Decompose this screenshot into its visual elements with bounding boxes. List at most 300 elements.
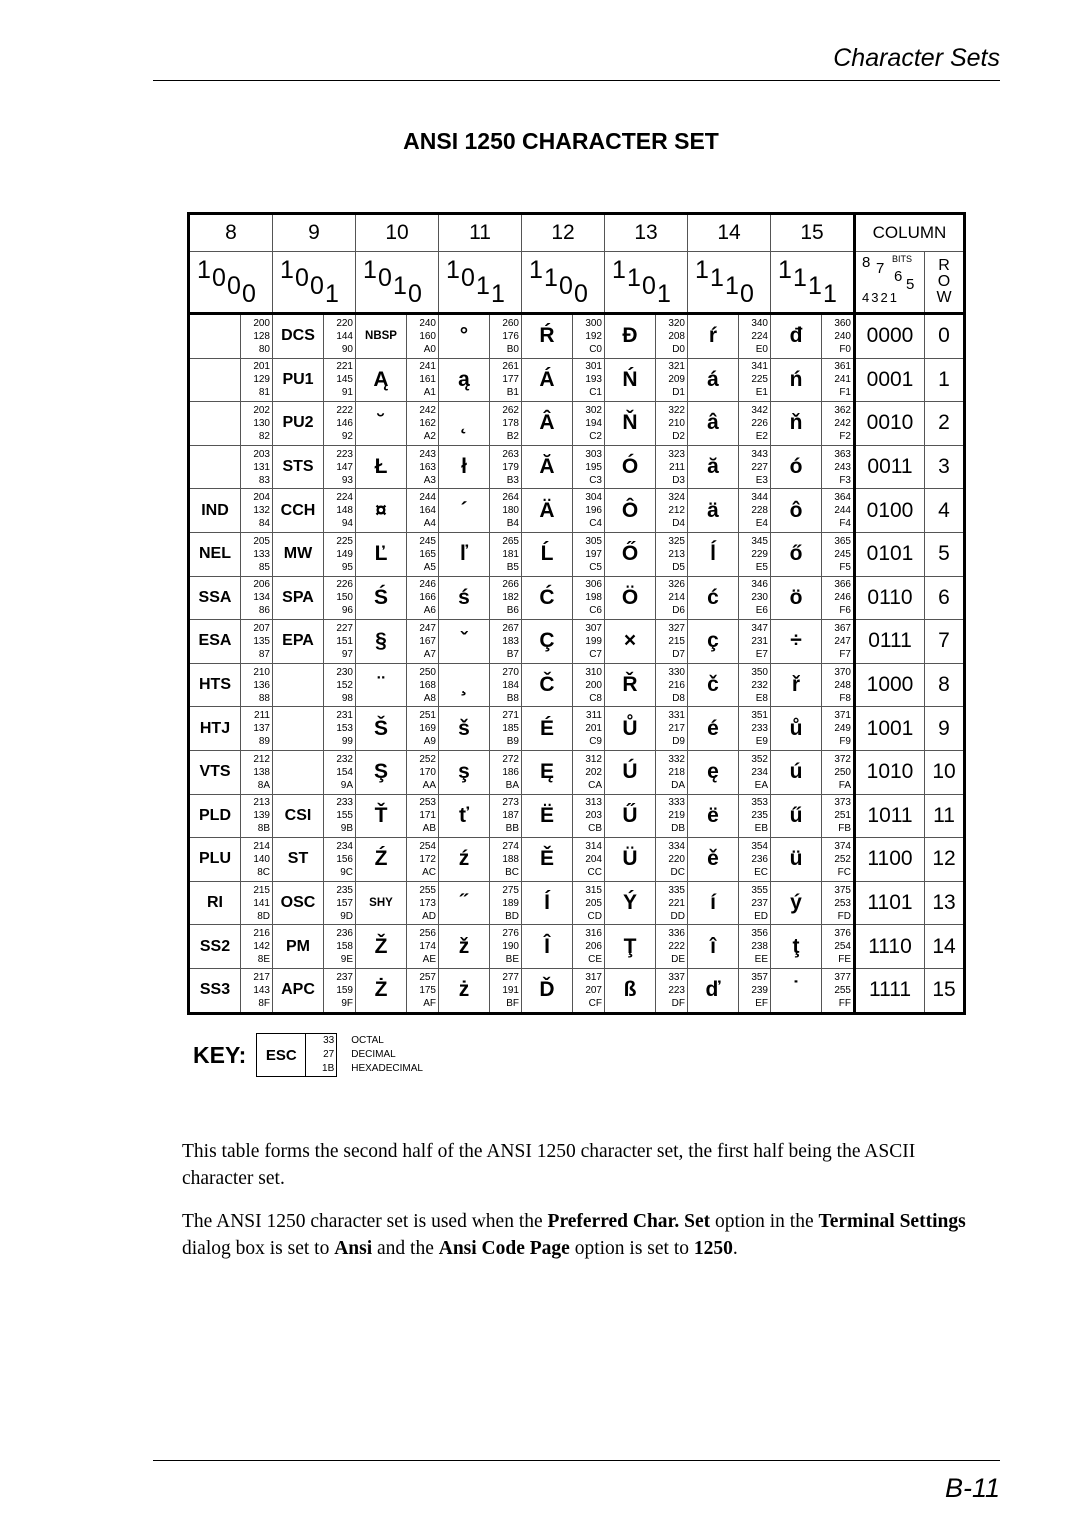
octal-code: 205 (253, 535, 270, 547)
character-cell: ó (771, 445, 822, 489)
octal-code: 214 (253, 840, 270, 852)
octal-code: 277 (502, 971, 519, 983)
character-cell: Ą (356, 358, 407, 402)
octal-code: 204 (253, 492, 270, 504)
decimal-code: 190 (502, 941, 519, 953)
octal-code: 303 (585, 448, 602, 460)
bit: 1 (544, 264, 558, 292)
hex-code: E6 (755, 605, 768, 617)
code-cell (822, 663, 855, 707)
code-cell (822, 838, 855, 882)
octal-code: 263 (502, 448, 519, 460)
hex-code: A6 (423, 605, 436, 617)
decimal-code: 230 (751, 592, 768, 604)
code-cell (407, 358, 439, 402)
decimal-code: 227 (751, 461, 768, 473)
code-cell (656, 532, 688, 576)
octal-code: 331 (668, 710, 685, 722)
column-number: 15 (771, 214, 855, 252)
octal-code: 347 (751, 622, 768, 634)
character-cell: PU1 (273, 358, 324, 402)
octal-code: 255 (419, 884, 436, 896)
character-cell: NBSP (356, 314, 407, 359)
decimal-code: 205 (585, 897, 602, 909)
code-cell (822, 925, 855, 969)
character-cell: ¨ (356, 663, 407, 707)
table-row (189, 489, 965, 533)
hex-code: 87 (258, 648, 270, 660)
text: option is set to (569, 1238, 694, 1259)
hex-code: BE (505, 954, 519, 966)
hex-code: 81 (258, 387, 270, 399)
hex-code: A8 (423, 692, 436, 704)
paragraph-1: This table forms the second half of the ANSI 1250 character set, the first half being the ASCII character set. (182, 1141, 916, 1189)
hex-code: A1 (423, 387, 436, 399)
decimal-code: 231 (751, 635, 768, 647)
decimal-code: 188 (502, 853, 519, 865)
octal-code: 232 (336, 753, 353, 765)
code-cell (573, 838, 605, 882)
bits-pattern (610, 254, 682, 310)
decimal-code: 154 (336, 766, 353, 778)
code-cell (324, 532, 356, 576)
code-cell (656, 925, 688, 969)
character-cell: ý (771, 881, 822, 925)
code-cell (573, 314, 605, 359)
code-cell (822, 532, 855, 576)
code-cell (407, 402, 439, 446)
hex-code: B4 (506, 518, 519, 530)
character-cell: ĺ (688, 532, 739, 576)
hex-code: CE (588, 954, 602, 966)
code-cell (407, 925, 439, 969)
hex-code: 8F (258, 997, 270, 1009)
octal-code: 202 (253, 404, 270, 416)
bit: 1 (325, 280, 339, 308)
hex-code: AF (423, 997, 436, 1009)
character-cell: ô (771, 489, 822, 533)
octal-code: 330 (668, 666, 685, 678)
octal-code: 210 (253, 666, 270, 678)
decimal-code: 223 (668, 984, 685, 996)
hex-code: A7 (423, 648, 436, 660)
decimal-code: 136 (253, 679, 270, 691)
bit: 1 (363, 256, 377, 284)
hex-code: FA (838, 779, 851, 791)
code-cell (822, 358, 855, 402)
decimal-code: 255 (834, 984, 851, 996)
key-label: KEY: (193, 1041, 247, 1068)
octal-code: 217 (253, 971, 270, 983)
decimal-code: 221 (668, 897, 685, 909)
row-bits: 1100 (855, 838, 925, 882)
octal-code: 201 (253, 361, 270, 373)
decimal-code: 182 (502, 592, 519, 604)
code-cell (739, 750, 771, 794)
code-cell (490, 314, 522, 359)
code-cell (739, 925, 771, 969)
character-cell: ű (771, 794, 822, 838)
bit: 1 (808, 272, 822, 300)
code-cell (822, 576, 855, 620)
hex-code: D9 (672, 736, 685, 748)
octal-code: 311 (586, 710, 602, 722)
character-cell: ˝ (439, 881, 490, 925)
octal-code: 370 (834, 666, 851, 678)
table-row (189, 663, 965, 707)
bit-number: 5 (906, 276, 915, 293)
paragraph-2 (182, 1208, 982, 1262)
code-cell (490, 794, 522, 838)
decimal-code: 161 (419, 374, 436, 386)
key-example-cell (256, 1033, 337, 1077)
decimal-code: 201 (585, 723, 602, 735)
header-rule (153, 80, 1000, 81)
character-cell: STS (273, 445, 324, 489)
decimal-code: 229 (751, 548, 768, 560)
hex-code: B6 (506, 605, 519, 617)
character-cell (189, 445, 241, 489)
decimal-code: 220 (668, 853, 685, 865)
column-bits (605, 252, 688, 314)
decimal-code: 145 (336, 374, 353, 386)
character-cell: ˙ (771, 968, 822, 1013)
octal-code: 247 (419, 622, 436, 634)
decimal-code: 172 (419, 853, 436, 865)
table-row (189, 620, 965, 664)
hex-code: C6 (589, 605, 602, 617)
character-cell: Ř (605, 663, 656, 707)
row-bits: 1000 (855, 663, 925, 707)
code-cell (324, 707, 356, 751)
octal-code: 356 (751, 928, 768, 940)
octal-code: 256 (419, 928, 436, 940)
code-cell (241, 445, 273, 489)
character-cell: ú (771, 750, 822, 794)
code-cell (241, 925, 273, 969)
decimal-code: 248 (834, 679, 851, 691)
table-row (189, 925, 965, 969)
decimal-code: 177 (502, 374, 519, 386)
decimal-code: 189 (502, 897, 519, 909)
key-decimal-label: DECIMAL (351, 1049, 396, 1060)
character-cell: Ć (522, 576, 573, 620)
character-cell: Š (356, 707, 407, 751)
hex-code: F2 (839, 430, 851, 442)
code-cell (490, 968, 522, 1013)
hex-code: 89 (258, 736, 270, 748)
octal-code: 320 (668, 317, 685, 329)
octal-code: 334 (668, 840, 685, 852)
bits-pattern (776, 254, 848, 310)
hex-code: F9 (839, 736, 851, 748)
decimal-code: 148 (336, 505, 353, 517)
octal-code: 327 (668, 622, 685, 634)
code-cell (573, 663, 605, 707)
code-cell (739, 489, 771, 533)
hex-code: B3 (506, 474, 519, 486)
character-cell: ˇ (439, 620, 490, 664)
character-cell: SPA (273, 576, 324, 620)
octal-code: 352 (751, 753, 768, 765)
hex-code: DC (670, 866, 685, 878)
hex-code: F8 (839, 692, 851, 704)
character-cell: PLU (189, 838, 241, 882)
decimal-code: 246 (834, 592, 851, 604)
character-cell: Ž (356, 925, 407, 969)
character-cell: × (605, 620, 656, 664)
row-bits: 0001 (855, 358, 925, 402)
row-bits: 1011 (855, 794, 925, 838)
hex-code: BA (505, 779, 519, 791)
character-cell: ź (439, 838, 490, 882)
key-octal-label: OCTAL (351, 1035, 384, 1046)
table-row (189, 968, 965, 1013)
character-cell: ć (688, 576, 739, 620)
hex-code: 9C (340, 866, 353, 878)
code-cell (822, 707, 855, 751)
hex-code: E3 (755, 474, 768, 486)
option-name: Ansi Code Page (438, 1238, 570, 1259)
octal-code: 236 (336, 928, 353, 940)
character-cell: Ľ (356, 532, 407, 576)
decimal-code: 163 (419, 461, 436, 473)
code-cell (407, 445, 439, 489)
bit: 0 (642, 272, 656, 300)
decimal-code: 232 (751, 679, 768, 691)
decimal-code: 197 (585, 548, 602, 560)
decimal-code: 162 (419, 417, 436, 429)
character-cell: PU2 (273, 402, 324, 446)
hex-code: 9B (340, 823, 353, 835)
hex-code: EB (754, 823, 768, 835)
octal-code: 354 (751, 840, 768, 852)
decimal-code: 143 (253, 984, 270, 996)
code-cell (324, 750, 356, 794)
decimal-code: 191 (502, 984, 519, 996)
decimal-code: 178 (502, 417, 519, 429)
hex-code: 94 (341, 518, 353, 530)
character-cell: Ö (605, 576, 656, 620)
code-cell (324, 925, 356, 969)
code-cell (739, 707, 771, 751)
character-cell: RI (189, 881, 241, 925)
code-cell (324, 663, 356, 707)
code-cell (739, 968, 771, 1013)
character-cell: SS2 (189, 925, 241, 969)
octal-code: 322 (668, 404, 685, 416)
text: The ANSI 1250 character set is used when the (182, 1211, 548, 1232)
decimal-code: 168 (419, 679, 436, 691)
octal-code: 317 (585, 971, 602, 983)
character-cell: ë (688, 794, 739, 838)
decimal-code: 173 (419, 897, 436, 909)
decimal-code: 141 (253, 897, 270, 909)
octal-code: 353 (751, 797, 768, 809)
decimal-code: 244 (834, 505, 851, 517)
octal-code: 323 (668, 448, 685, 460)
decimal-code: 235 (751, 810, 768, 822)
hex-code: C8 (589, 692, 602, 704)
decimal-code: 241 (834, 374, 851, 386)
octal-code: 305 (585, 535, 602, 547)
column-number: 11 (439, 214, 522, 252)
octal-code: 207 (253, 622, 270, 634)
character-cell: đ (771, 314, 822, 359)
code-cell (656, 707, 688, 751)
character-cell: Ň (605, 402, 656, 446)
octal-code: 326 (668, 579, 685, 591)
hex-code: 83 (258, 474, 270, 486)
bit: 0 (242, 280, 256, 308)
code-cell (739, 620, 771, 664)
hex-code: C7 (589, 648, 602, 660)
code-cell (573, 750, 605, 794)
bit: 1 (446, 256, 460, 284)
character-cell: ß (605, 968, 656, 1013)
character-cell: SS3 (189, 968, 241, 1013)
column-bits (522, 252, 605, 314)
decimal-code: 176 (502, 330, 519, 342)
text: dialog box is set to (182, 1238, 335, 1259)
bit: 0 (408, 280, 422, 308)
character-cell: HTJ (189, 707, 241, 751)
hex-code: AA (422, 779, 436, 791)
decimal-code: 194 (585, 417, 602, 429)
row-number: 6 (925, 576, 965, 620)
code-cell (490, 925, 522, 969)
character-cell: Ó (605, 445, 656, 489)
code-cell (490, 576, 522, 620)
code-cell (490, 838, 522, 882)
code-cell (573, 968, 605, 1013)
hex-code: E1 (755, 387, 768, 399)
character-cell: Ł (356, 445, 407, 489)
row-label (925, 252, 965, 314)
code-cell (241, 968, 273, 1013)
octal-code: 360 (834, 317, 851, 329)
character-cell: â (688, 402, 739, 446)
code-cell (407, 532, 439, 576)
character-cell: ň (771, 402, 822, 446)
decimal-code: 153 (336, 723, 353, 735)
code-cell (656, 445, 688, 489)
decimal-code: 175 (419, 984, 436, 996)
octal-code: 363 (834, 448, 851, 460)
row-number: 15 (925, 968, 965, 1013)
hex-code: 9F (341, 997, 353, 1009)
code-cell (490, 750, 522, 794)
table-row (189, 532, 965, 576)
octal-code: 306 (585, 579, 602, 591)
character-cell: Ő (605, 532, 656, 576)
hex-code: E0 (755, 343, 768, 355)
decimal-code: 169 (419, 723, 436, 735)
character-cell: Á (522, 358, 573, 402)
hex-code: C4 (589, 518, 602, 530)
bit: 0 (378, 264, 392, 292)
decimal-code: 240 (834, 330, 851, 342)
octal-code: 221 (336, 361, 353, 373)
octal-code: 315 (585, 884, 602, 896)
octal-code: 250 (419, 666, 436, 678)
row-number: 0 (925, 314, 965, 359)
octal-code: 342 (751, 404, 768, 416)
bit: 1 (612, 256, 626, 284)
decimal-code: 214 (668, 592, 685, 604)
decimal-code: 150 (336, 592, 353, 604)
hex-code: D0 (672, 343, 685, 355)
bit: 1 (793, 264, 807, 292)
decimal-code: 137 (253, 723, 270, 735)
hex-code: D5 (672, 561, 685, 573)
hex-code: B9 (506, 736, 519, 748)
decimal-code: 224 (751, 330, 768, 342)
octal-code: 325 (668, 535, 685, 547)
hex-code: AB (422, 823, 436, 835)
character-cell: Ä (522, 489, 573, 533)
character-cell: ¸ (439, 663, 490, 707)
hex-code: C5 (589, 561, 602, 573)
hex-code: A3 (423, 474, 436, 486)
decimal-code: 209 (668, 374, 685, 386)
hex-code: 86 (258, 605, 270, 617)
hex-code: E2 (755, 430, 768, 442)
character-cell: Ë (522, 794, 573, 838)
code-cell (656, 314, 688, 359)
page-title: ANSI 1250 CHARACTER SET (403, 128, 719, 154)
code-cell (573, 794, 605, 838)
hex-code: FC (837, 866, 851, 878)
bit: 0 (212, 264, 226, 292)
column-number: 9 (273, 214, 356, 252)
character-cell: ľ (439, 532, 490, 576)
octal-code: 333 (668, 797, 685, 809)
bits-pattern (361, 254, 433, 310)
code-cell (739, 881, 771, 925)
octal-code: 245 (419, 535, 436, 547)
octal-code: 373 (834, 797, 851, 809)
octal-code: 276 (502, 928, 519, 940)
code-cell (241, 489, 273, 533)
code-cell (241, 620, 273, 664)
decimal-code: 216 (668, 679, 685, 691)
octal-code: 244 (419, 492, 436, 504)
decimal-code: 187 (502, 810, 519, 822)
decimal-code: 233 (751, 723, 768, 735)
hex-code: EF (755, 997, 768, 1009)
decimal-code: 138 (253, 766, 270, 778)
code-cell (739, 314, 771, 359)
octal-code: 302 (585, 404, 602, 416)
code-cell (822, 402, 855, 446)
character-cell: Ś (356, 576, 407, 620)
hex-code: BC (505, 866, 519, 878)
decimal-code: 247 (834, 635, 851, 647)
character-cell: Ę (522, 750, 573, 794)
code-cell (656, 489, 688, 533)
octal-code: 206 (253, 579, 270, 591)
octal-code: 267 (502, 622, 519, 634)
octal-code: 246 (419, 579, 436, 591)
code-cell (324, 358, 356, 402)
table-row (189, 445, 965, 489)
octal-code: 376 (834, 928, 851, 940)
decimal-code: 253 (834, 897, 851, 909)
code-cell (739, 445, 771, 489)
hex-code: 8E (257, 954, 270, 966)
hex-code: F5 (839, 561, 851, 573)
